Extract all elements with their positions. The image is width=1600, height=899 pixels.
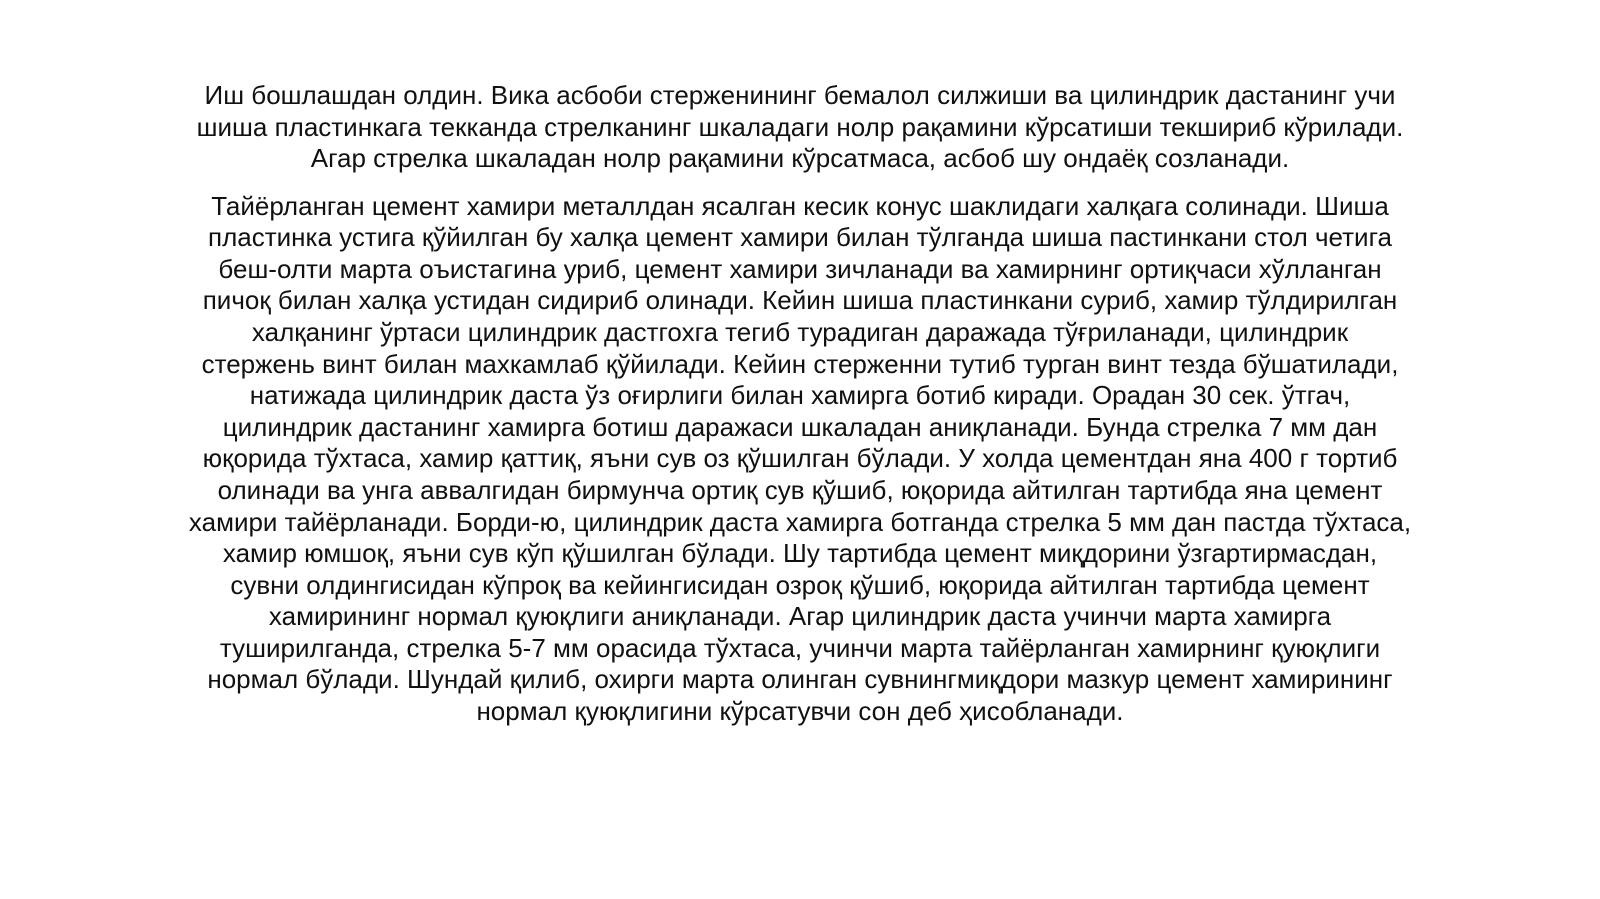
paragraph-preparation: Иш бошлашдан олдин. Вика асбоби стерженининг бемалол силжиши ва цилиндрик дастанинг учи шиша пластинкага текканда стрелканинг шкаладаги нолр рақамини кўрсатиши текшириб кўрилади. Агар стрелка шкаладан нолр рақамини кўрсатмаса, асбоб шу ондаёқ созланади. bbox=[196, 80, 1404, 174]
slide-text-body bbox=[60, 80, 1540, 728]
paragraph-procedure: Тайёрланган цемент хамири металлдан ясалган кесик конус шаклидаги халқага солинади. Шиша пластинка устига қўйилган бу халқа цемент хамири билан тўлганда шиша пастинкани стол четига беш-олти марта оъистагина уриб, цемент хамири зичланади ва хамирнинг ортиқчаси хўлланган пичоқ билан халқа устидан сидириб олинади. Кейин шиша пластинкани суриб, хамир тўлдирилган халқанинг ўртаси цилиндрик дастгохга тегиб турадиган даражада тўғриланади, цилиндрик стержень винт билан махкамлаб қўйилади. Кейин стерженни тутиб турган винт тезда бўшатилади, натижада цилиндрик даста ўз оғирлиги билан хамирга ботиб киради. Орадан 30 сек. ўтгач, цилиндрик дастанинг хамирга ботиш даражаси шкаладан аниқланади. Бунда стрелка 7 мм дан юқорида тўхтаса, хамир қаттиқ, яъни сув оз қўшилган бўлади. У холда цементдан яна 400 г тортиб олинади ва унга аввалгидан бирмунча ортиқ сув қўшиб, юқорида айтилган тартибда яна цемент хамири тайёрланади. Борди-ю, цилиндрик даста хамирга ботганда стрелка 5 мм дан пастда тўхтаса, хамир юмшоқ, яъни сув кўп қўшилган бўлади. Шу тартибда цемент миқдорини ўзгартирмасдан, сувни олдингисидан кўпроқ ва кейингисидан озроқ қўшиб, юқорида айтилган тартибда цемент хамирининг нормал қуюқлиги аниқланади. Агар цилиндрик даста учинчи марта хамирга туширилганда, стрелка 5-7 мм орасида тўхтаса, учинчи марта тайёрланган хамирнинг қуюқлиги нормал бўлади. Шундай қилиб, охирги марта олинган сувнингмиқдори мазкур цемент хамирининг нормал қуюқлигини кўрсатувчи сон деб ҳисобланади. bbox=[188, 190, 1412, 726]
